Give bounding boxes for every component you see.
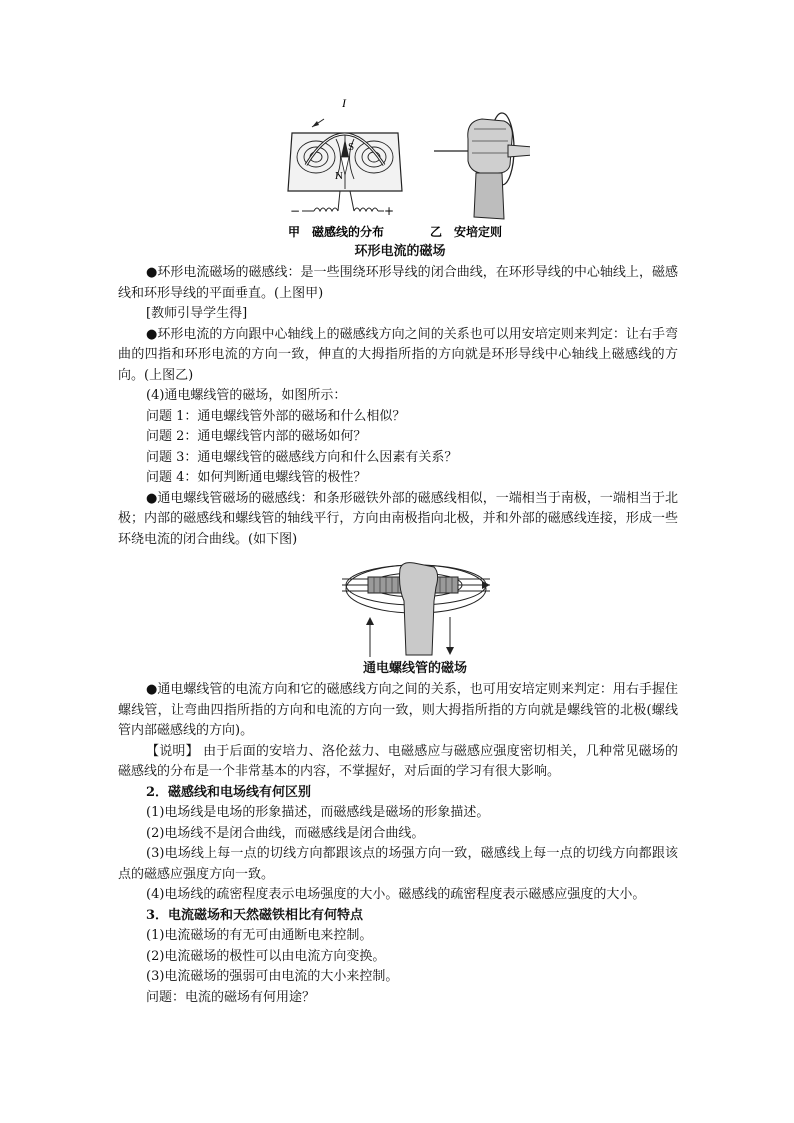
figure2-caption: 通电螺线管的磁场 <box>362 661 467 676</box>
current-label: I <box>342 96 346 110</box>
ring-current-diagram <box>284 95 530 243</box>
paragraph: ●环形电流磁场的磁感线：是一些围绕环形导线的闭合曲线，在环形导线的中心轴线上，磁感线和环形导线的平面垂直。(上图甲) <box>118 265 678 301</box>
section-heading: 2．磁感线和电场线有何区别 <box>146 784 312 800</box>
pole-n-label: N <box>335 170 343 182</box>
note-paragraph: 【说明】 由于后面的安培力、洛伦兹力、电磁感应与磁感应强度密切相关，几种常见磁场的磁感线的分布是一个非常基本的内容，不掌握好，对后面的学习有很大影响。 <box>118 743 678 779</box>
text-block-2 <box>118 680 678 1008</box>
question: 问题 1：通电螺线管外部的磁场和什么相似？ <box>146 408 406 424</box>
paragraph: ●通电螺线管磁场的磁感线：和条形磁铁外部的磁感线相似，一端相当于南极，一端相当于北极；内部的磁感线和螺线管的轴线平行，方向由南极指向北极，并和外部的磁感线连接，形成一些环绕电流的闭合曲线。(如下图) <box>118 490 678 547</box>
list-item: (4)电场线的疏密程度表示电场强度的大小。磁感线的疏密程度表示磁感应强度的大小。 <box>146 887 646 902</box>
ampere-rule-hand <box>434 113 530 219</box>
right-hand <box>400 563 438 655</box>
plus-terminal: + <box>384 204 395 218</box>
list-item: (2)电场线不是闭合曲线，而磁感线是闭合曲线。 <box>146 825 425 841</box>
coil-leads <box>302 191 384 211</box>
figure-label-jia: 甲 磁感线的分布 <box>288 225 385 239</box>
list-item: (3)电场线上每一点的切线方向都跟该点的场强方向一致，磁感线上每一点的切线方向都跟该点的磁感应强度方向一致。 <box>118 846 678 882</box>
field-line-board <box>288 133 402 191</box>
paragraph: [教师引导学生得] <box>146 306 248 321</box>
paragraph: ●环形电流的方向跟中心轴线上的磁感线方向之间的关系也可以用安培定则来判定：让右手弯曲的四指和环形电流的方向一致，伸直的大拇指所指的方向就是环形导线中心轴线上磁感线的方向。(上图乙) <box>118 326 678 383</box>
solenoid-figure <box>342 557 490 661</box>
question: 问题 2：通电螺线管内部的磁场如何？ <box>146 429 367 444</box>
list-item: (1)电场线是电场的形象描述，而磁感线是磁场的形象描述。 <box>146 805 490 820</box>
figure1-caption: 环形电流的磁场 <box>354 244 446 259</box>
pole-s-label: S <box>348 141 355 153</box>
paragraph: (4)通电螺线管的磁场，如图所示： <box>146 388 347 403</box>
paragraph: ●通电螺线管的电流方向和它的磁感线方向之间的关系，也可用安培定则来判定：用右手握住螺线管，让弯曲四指所指的方向和电流的方向一致，则大拇指所指的方向就是螺线管的北极(螺线管内部磁感线的方向)。 <box>118 682 678 738</box>
text-block-1 <box>118 263 678 550</box>
section-heading: 3．电流磁场和天然磁铁相比有何特点 <box>146 907 364 923</box>
solenoid-diagram <box>342 557 490 661</box>
minus-terminal: − <box>290 204 301 218</box>
list-item: (3)电流磁场的强弱可由电流的大小来控制。 <box>146 969 399 984</box>
figure-label-yi: 乙 安培定则 <box>430 225 503 239</box>
ring-current-figure <box>284 95 530 243</box>
question: 问题 3：通电螺线管的磁感线方向和什么因素有关系？ <box>146 449 458 465</box>
question: 问题 4：如何判断通电螺线管的极性？ <box>146 470 367 485</box>
list-item: (1)电流磁场的有无可由通断电来控制。 <box>146 928 373 943</box>
list-item: (2)电流磁场的极性可以由电流方向变换。 <box>146 948 386 964</box>
question: 问题：电流的磁场有何用途？ <box>146 989 316 1005</box>
